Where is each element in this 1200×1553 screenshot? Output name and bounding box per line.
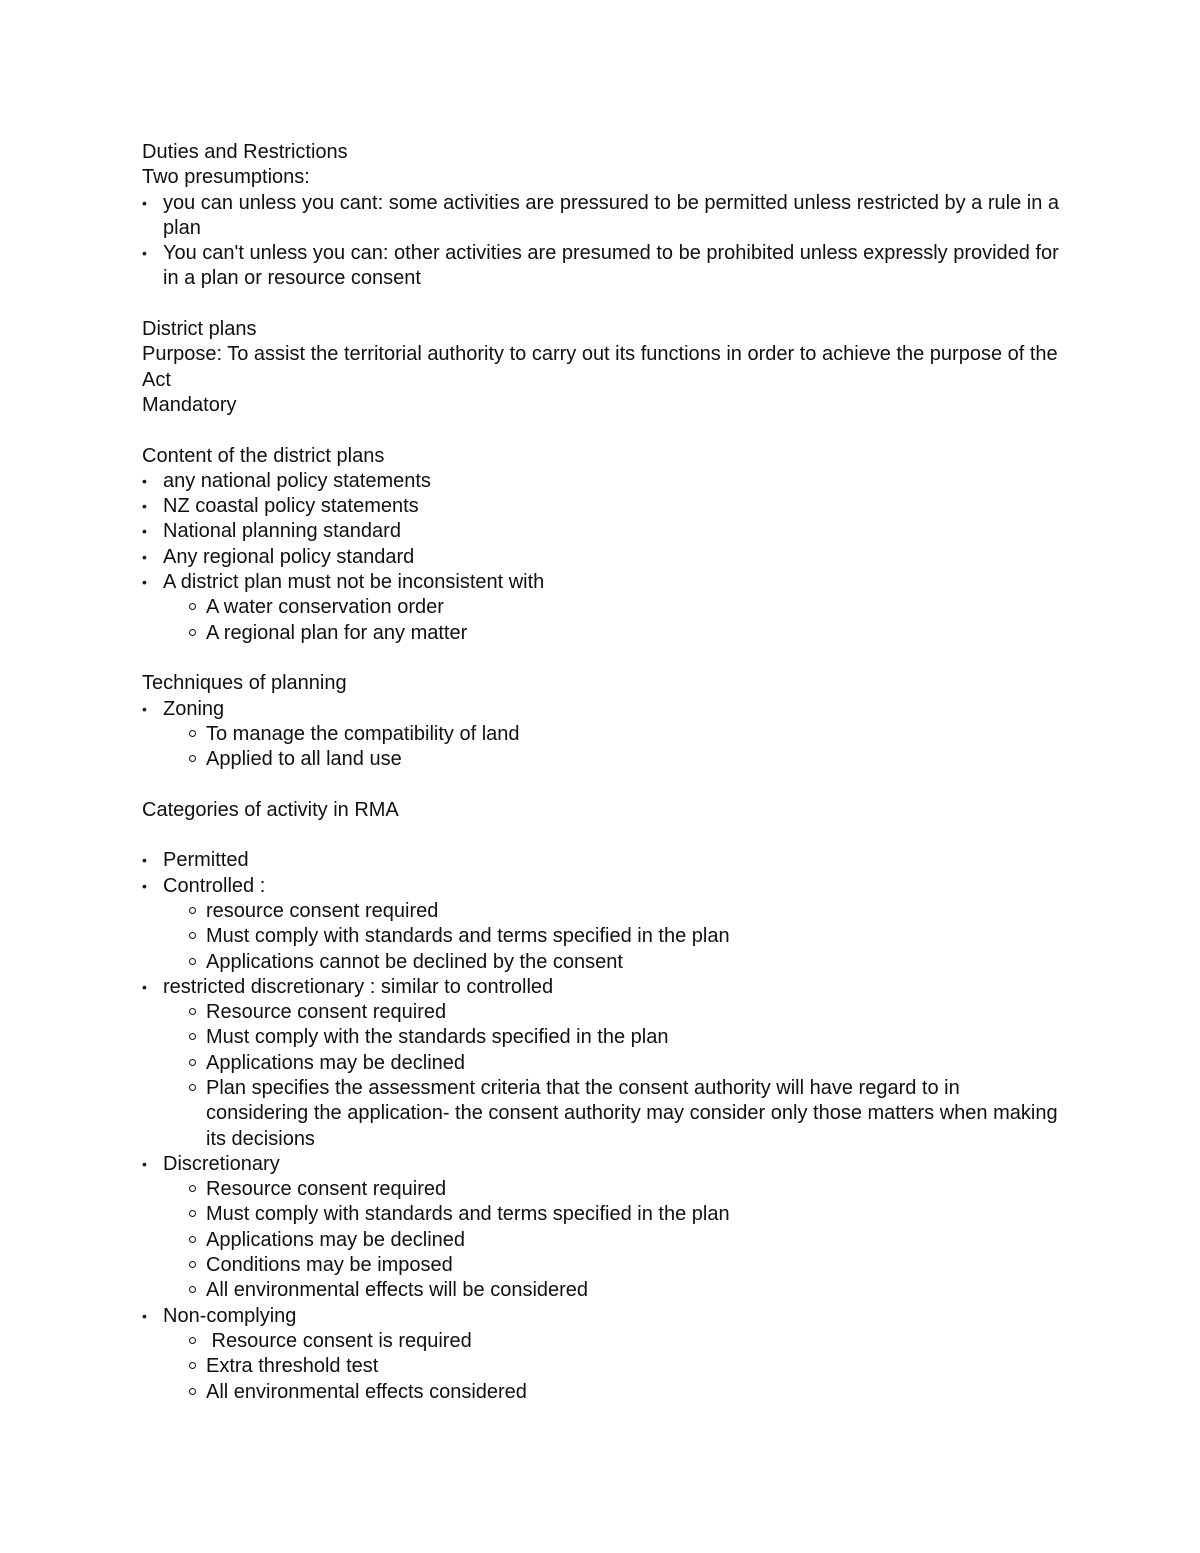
sub-list-item-text: Resource consent is required xyxy=(206,1329,472,1352)
district-plans-mandatory: Mandatory xyxy=(142,393,237,416)
list-item xyxy=(142,570,1062,595)
document-title: Duties and Restrictions xyxy=(142,141,348,163)
bullet-dot-icon: • xyxy=(142,1307,147,1324)
list-item xyxy=(142,191,1062,242)
list-item-text: Discretionary xyxy=(163,1152,280,1175)
sub-list-item xyxy=(142,1177,1062,1202)
bullet-circle-icon xyxy=(189,1185,196,1192)
list-item-text: You can't unless you can: other activities are presumed to be prohibited unless expressly provided for in a plan or resource consent xyxy=(163,242,1059,290)
list-item xyxy=(142,545,1062,570)
bullet-circle-icon xyxy=(189,1059,196,1066)
categories-list xyxy=(142,848,1062,899)
bullet-dot-icon: • xyxy=(142,245,147,262)
sub-list-item-text: Must comply with the standards specified in the plan xyxy=(206,1026,669,1049)
district-plans-heading: District plans xyxy=(142,318,257,341)
bullet-circle-icon xyxy=(189,958,196,965)
bullet-circle-icon xyxy=(189,1362,196,1369)
spacer xyxy=(142,292,1062,317)
sub-list-item-text: Applications may be declined xyxy=(206,1051,466,1074)
content-list xyxy=(142,469,1062,595)
sub-list-item xyxy=(142,1051,1062,1076)
bullet-circle-icon xyxy=(189,932,196,939)
bullet-dot-icon: • xyxy=(142,574,147,591)
bullet-dot-icon: • xyxy=(142,472,147,489)
bullet-dot-icon: • xyxy=(142,852,147,869)
list-item xyxy=(142,848,1062,873)
bullet-circle-icon xyxy=(189,1210,196,1217)
categories-list xyxy=(142,975,1062,1000)
sub-list-item xyxy=(142,722,1062,747)
categories-heading: Categories of activity in RMA xyxy=(142,798,399,821)
list-item-text: Controlled : xyxy=(163,874,266,897)
sub-list-item-text: All environmental effects considered xyxy=(206,1380,527,1403)
spacer xyxy=(142,418,1062,443)
sub-list-item xyxy=(142,1076,1062,1152)
bullet-circle-icon xyxy=(189,907,196,914)
list-item xyxy=(142,1304,1062,1329)
bullet-dot-icon: • xyxy=(142,194,147,211)
sub-list-item-text: Applied to all land use xyxy=(206,748,402,771)
bullet-circle-icon xyxy=(189,1261,196,1268)
sub-list-item xyxy=(142,1278,1062,1303)
list-item xyxy=(142,975,1062,1000)
sub-list-item xyxy=(142,1202,1062,1227)
sub-list-item-text: Resource consent required xyxy=(206,1178,447,1201)
sub-list-item-text: To manage the compatibility of land xyxy=(206,722,520,745)
techniques-heading: Techniques of planning xyxy=(142,672,347,695)
bullet-circle-icon xyxy=(189,603,196,610)
bullet-circle-icon xyxy=(189,1008,196,1015)
spacer xyxy=(142,646,1062,671)
district-plans-purpose: Purpose: To assist the territorial authority to carry out its functions in order to achieve the purpose of the Act xyxy=(142,343,1058,391)
list-item-text: any national policy statements xyxy=(163,469,431,492)
sub-list-item xyxy=(142,1228,1062,1253)
bullet-circle-icon xyxy=(189,1337,196,1344)
sub-list-item xyxy=(142,595,1062,620)
sub-list-item xyxy=(142,899,1062,924)
sub-list-item-text: Plan specifies the assessment criteria that the consent authority will have regard to in considering the application- the consent authority may consider only those matters when making its decisions xyxy=(206,1076,1058,1150)
list-item xyxy=(142,1152,1062,1177)
spacer xyxy=(142,772,1062,797)
bullet-dot-icon: • xyxy=(142,1155,147,1172)
sub-list-item xyxy=(142,1329,1062,1354)
list-item-text: Any regional policy standard xyxy=(163,545,415,568)
sub-list-item xyxy=(142,1380,1062,1405)
sub-list-item xyxy=(142,924,1062,949)
techniques-list xyxy=(142,697,1062,722)
bullet-dot-icon: • xyxy=(142,877,147,894)
list-item-text: National planning standard xyxy=(163,520,401,543)
sub-list-item-text: Must comply with standards and terms specified in the plan xyxy=(206,1203,730,1226)
sub-list-item-text: Applications cannot be declined by the consent xyxy=(206,950,623,973)
list-item xyxy=(142,469,1062,494)
list-item-text: NZ coastal policy statements xyxy=(163,495,419,518)
bullet-circle-icon xyxy=(189,1084,196,1091)
techniques-sublist xyxy=(142,722,1062,773)
list-item xyxy=(142,697,1062,722)
sub-list-item-text: A water conservation order xyxy=(206,596,444,619)
bullet-circle-icon xyxy=(189,1236,196,1243)
categories-list xyxy=(142,1152,1062,1177)
controlled-sublist xyxy=(142,899,1062,975)
bullet-dot-icon: • xyxy=(142,523,147,540)
spacer xyxy=(142,823,1062,848)
bullet-circle-icon xyxy=(189,1388,196,1395)
bullet-circle-icon xyxy=(189,1286,196,1293)
sub-list-item xyxy=(142,747,1062,772)
sub-list-item xyxy=(142,1000,1062,1025)
list-item-text: restricted discretionary : similar to controlled xyxy=(163,975,554,998)
list-item-text: Zoning xyxy=(163,697,225,720)
sub-list-item-text: Must comply with standards and terms specified in the plan xyxy=(206,925,730,948)
non-complying-sublist xyxy=(142,1329,1062,1405)
bullet-circle-icon xyxy=(189,730,196,737)
sub-list-item-text: Conditions may be imposed xyxy=(206,1254,453,1277)
content-heading: Content of the district plans xyxy=(142,444,385,467)
sub-list-item-text: resource consent required xyxy=(206,899,439,922)
bullet-dot-icon: • xyxy=(142,978,147,995)
sub-list-item-text: Resource consent required xyxy=(206,1001,447,1024)
list-item xyxy=(142,494,1062,519)
bullet-dot-icon: • xyxy=(142,548,147,565)
sub-list-item xyxy=(142,950,1062,975)
presumptions-heading: Two presumptions: xyxy=(142,166,310,189)
list-item xyxy=(142,874,1062,899)
sub-list-item-text: Extra threshold test xyxy=(206,1355,379,1378)
bullet-circle-icon xyxy=(189,629,196,636)
sub-list-item-text: A regional plan for any matter xyxy=(206,621,468,644)
sub-list-item-text: All environmental effects will be considered xyxy=(206,1279,589,1302)
list-item xyxy=(142,519,1062,544)
bullet-dot-icon: • xyxy=(142,498,147,515)
categories-list xyxy=(142,1304,1062,1329)
document-page xyxy=(142,140,1062,1405)
discretionary-sublist xyxy=(142,1177,1062,1303)
restricted-sublist xyxy=(142,1000,1062,1152)
sub-list-item xyxy=(142,1253,1062,1278)
list-item-text: you can unless you cant: some activities are pressured to be permitted unless restricted by a rule in a plan xyxy=(163,191,1060,239)
bullet-dot-icon: • xyxy=(142,700,147,717)
bullet-circle-icon xyxy=(189,755,196,762)
sub-list-item xyxy=(142,621,1062,646)
bullet-circle-icon xyxy=(189,1033,196,1040)
list-item-text: A district plan must not be inconsistent with xyxy=(163,571,545,594)
sub-list-item-text: Applications may be declined xyxy=(206,1228,466,1251)
presumptions-list xyxy=(142,191,1062,292)
content-sublist xyxy=(142,595,1062,646)
list-item xyxy=(142,241,1062,292)
sub-list-item xyxy=(142,1354,1062,1379)
sub-list-item xyxy=(142,1025,1062,1050)
list-item-text: Non-complying xyxy=(163,1304,297,1327)
list-item-text: Permitted xyxy=(163,849,249,872)
